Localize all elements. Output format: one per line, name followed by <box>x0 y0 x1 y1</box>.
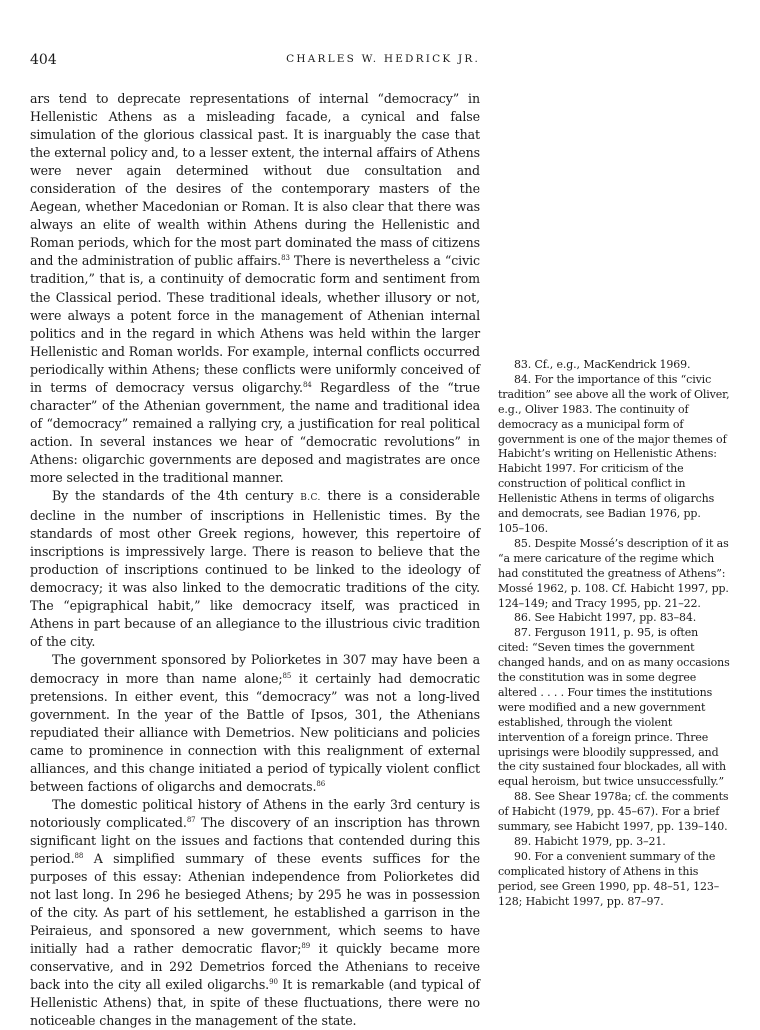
footnote-ref-87[interactable]: 87 <box>186 815 196 824</box>
footnote-ref-88[interactable]: 88 <box>74 851 84 860</box>
page-header <box>30 52 480 72</box>
body-paragraph: The domestic political history of Athens in the early 3rd century is notoriously complicated.$^{87}$ The discovery of an inscription has thrown significant light on the issues and factions that contended during this period.$^{88}$ A simplified summary of these events suffices for the purposes of this essay: Athenian independence from Poliorketes did not last long. In 296 he besieged Athens; by 295 he was in possession of the city. As part of his settlement, he established a garrison in the Peiraieus, and sponsored a new government, which seems to have initially had a rather democratic flavor;$^{89}$ it quickly became more conservative, and in 292 Demetrios forced the Athenians to receive back into the city all exiled oligarchs.$^{90}$ It is remarkable (and typical of Hellenistic Athens) that, in spite of these fluctuations, there were no noticeable changes in the management of the state. <box>30 796 481 1029</box>
footnote: 86. See Habicht 1997, pp. 83–84. <box>514 611 697 625</box>
page-number: 404 <box>30 52 57 68</box>
footnote: 84. For the importance of this “civic tradition” see above all the work of Oliver, e.g., Oliver 1983. The continuity of democracy as a municipal form of government is one of the major themes of Habicht’s writing on Hellenistic Athens: Habicht 1997. For criticism of the construction of political conflict in Hellenistic Athens in terms of oligarchs and democrats, see Badian 1976, pp. 105–106. <box>498 372 730 535</box>
body-paragraph: By the standards of the 4th century B.C. there is a considerable decline in the number of inscriptions in Hellenistic times. By the standards of most other Greek regions, however, this repertoire of inscriptions is impressively large. There is reason to believe that the production of inscriptions continued to be linked to the ideology of democracy; it was also linked to the democratic traditions of the city. The “epigraphical habit,” like democracy itself, was practiced in Athens in part because of an allegiance to the illustrious civic tradition of the city. <box>30 488 480 650</box>
footnote: 83. Cf., e.g., MacKendrick 1969. <box>514 358 691 371</box>
footnote: 87. Ferguson 1911, p. 95, is often cited: “Seven times the government changed hands, and on as many occasions the constitution was in some degree altered . . . . Four times the institutions were modified and a new government established, through the violent intervention of a foreign prince. Three uprisings were bloodily suppressed, and the city sustained four blockades, all with equal heroism, but twice unsuccessfully.” <box>498 626 730 789</box>
footnote-ref-84[interactable]: 84 <box>302 380 312 389</box>
main-text <box>30 90 480 1030</box>
running-head: CHARLES W. HEDRICK JR. <box>286 53 480 65</box>
footnotes-column <box>498 358 730 910</box>
body-paragraph: The government sponsored by Poliorketes in 307 may have been a democracy in more than name alone;$^{85}$ it certainly had democratic pretensions. In either event, this “democracy” was not a long-lived government. In the year of the Battle of Ipsos, 301, the Athenians repudiated their alliance with Demetrios. New politicians and policies came to prominence in connection with this realignment of external alliances, and this change initiated a period of typically violent conflict between factions of oligarchs and democrats.$^{86}$ <box>30 652 480 794</box>
footnote-ref-86[interactable]: 86 <box>316 779 326 788</box>
footnote-ref-85[interactable]: 85 <box>282 671 292 680</box>
footnote: 85. Despite Mossé’s description of it as “a mere caricature of the regime which had constituted the greatness of Athens”: Mossé 1962, p. 108. Cf. Habicht 1997, pp. 124–149; and Tracy 1995, pp. 21–22. <box>498 536 729 610</box>
footnote-ref-90[interactable]: 90 <box>269 978 278 987</box>
body-paragraph: ars tend to deprecate representations of internal “democracy” in Hellenistic Athens as a misleading facade, a cynical and false simulation of the glorious classical past. It is inarguably the case that the external policy and, to a lesser extent, the internal affairs of Athens were never again determined without due consultation and consideration of the desires of the contemporary masters of the Aegean, whether Macedonian or Roman. It is also clear that there was always an elite of wealth within Athens during the Hellenistic and Roman periods, which for the most part dominated the mass of citizens and the administration of public affairs.$^{83}$ There is nevertheless a “civic tradition,” that is, a continuity of democratic form and sentiment from the Classical period. These traditional ideals, whether illusory or not, were always a potent force in the management of Athenian internal politics and in the regard in which Athens was held within the larger Hellenistic and Roman worlds. For example, internal conflicts occurred periodically within Athens; these conflicts were uniformly conceived of in terms of democracy versus oligarchy.$^{84}$ Regardless of the “true character” of the Athenian government, the name and traditional idea of “democracy” remained a rallying cry, a justification for real political action. In several instances we hear of “democratic revolutions” in Athens: oligarchic governments are deposed and magistrates are once more selected in the traditional manner. <box>30 91 481 485</box>
footnote: 88. See Shear 1978a; cf. the comments of Habicht (1979, pp. 45–67). For a brief summary, see Habicht 1997, pp. 139–140. <box>498 790 729 834</box>
footnote: 90. For a convenient summary of the complicated history of Athens in this period, see Green 1990, pp. 48–51, 123–128; Habicht 1997, pp. 87–97. <box>498 849 720 908</box>
footnote: 89. Habicht 1979, pp. 3–21. <box>514 835 666 848</box>
footnote-ref-83[interactable]: 83 <box>281 254 290 263</box>
footnote-ref-89[interactable]: 89 <box>301 942 311 951</box>
